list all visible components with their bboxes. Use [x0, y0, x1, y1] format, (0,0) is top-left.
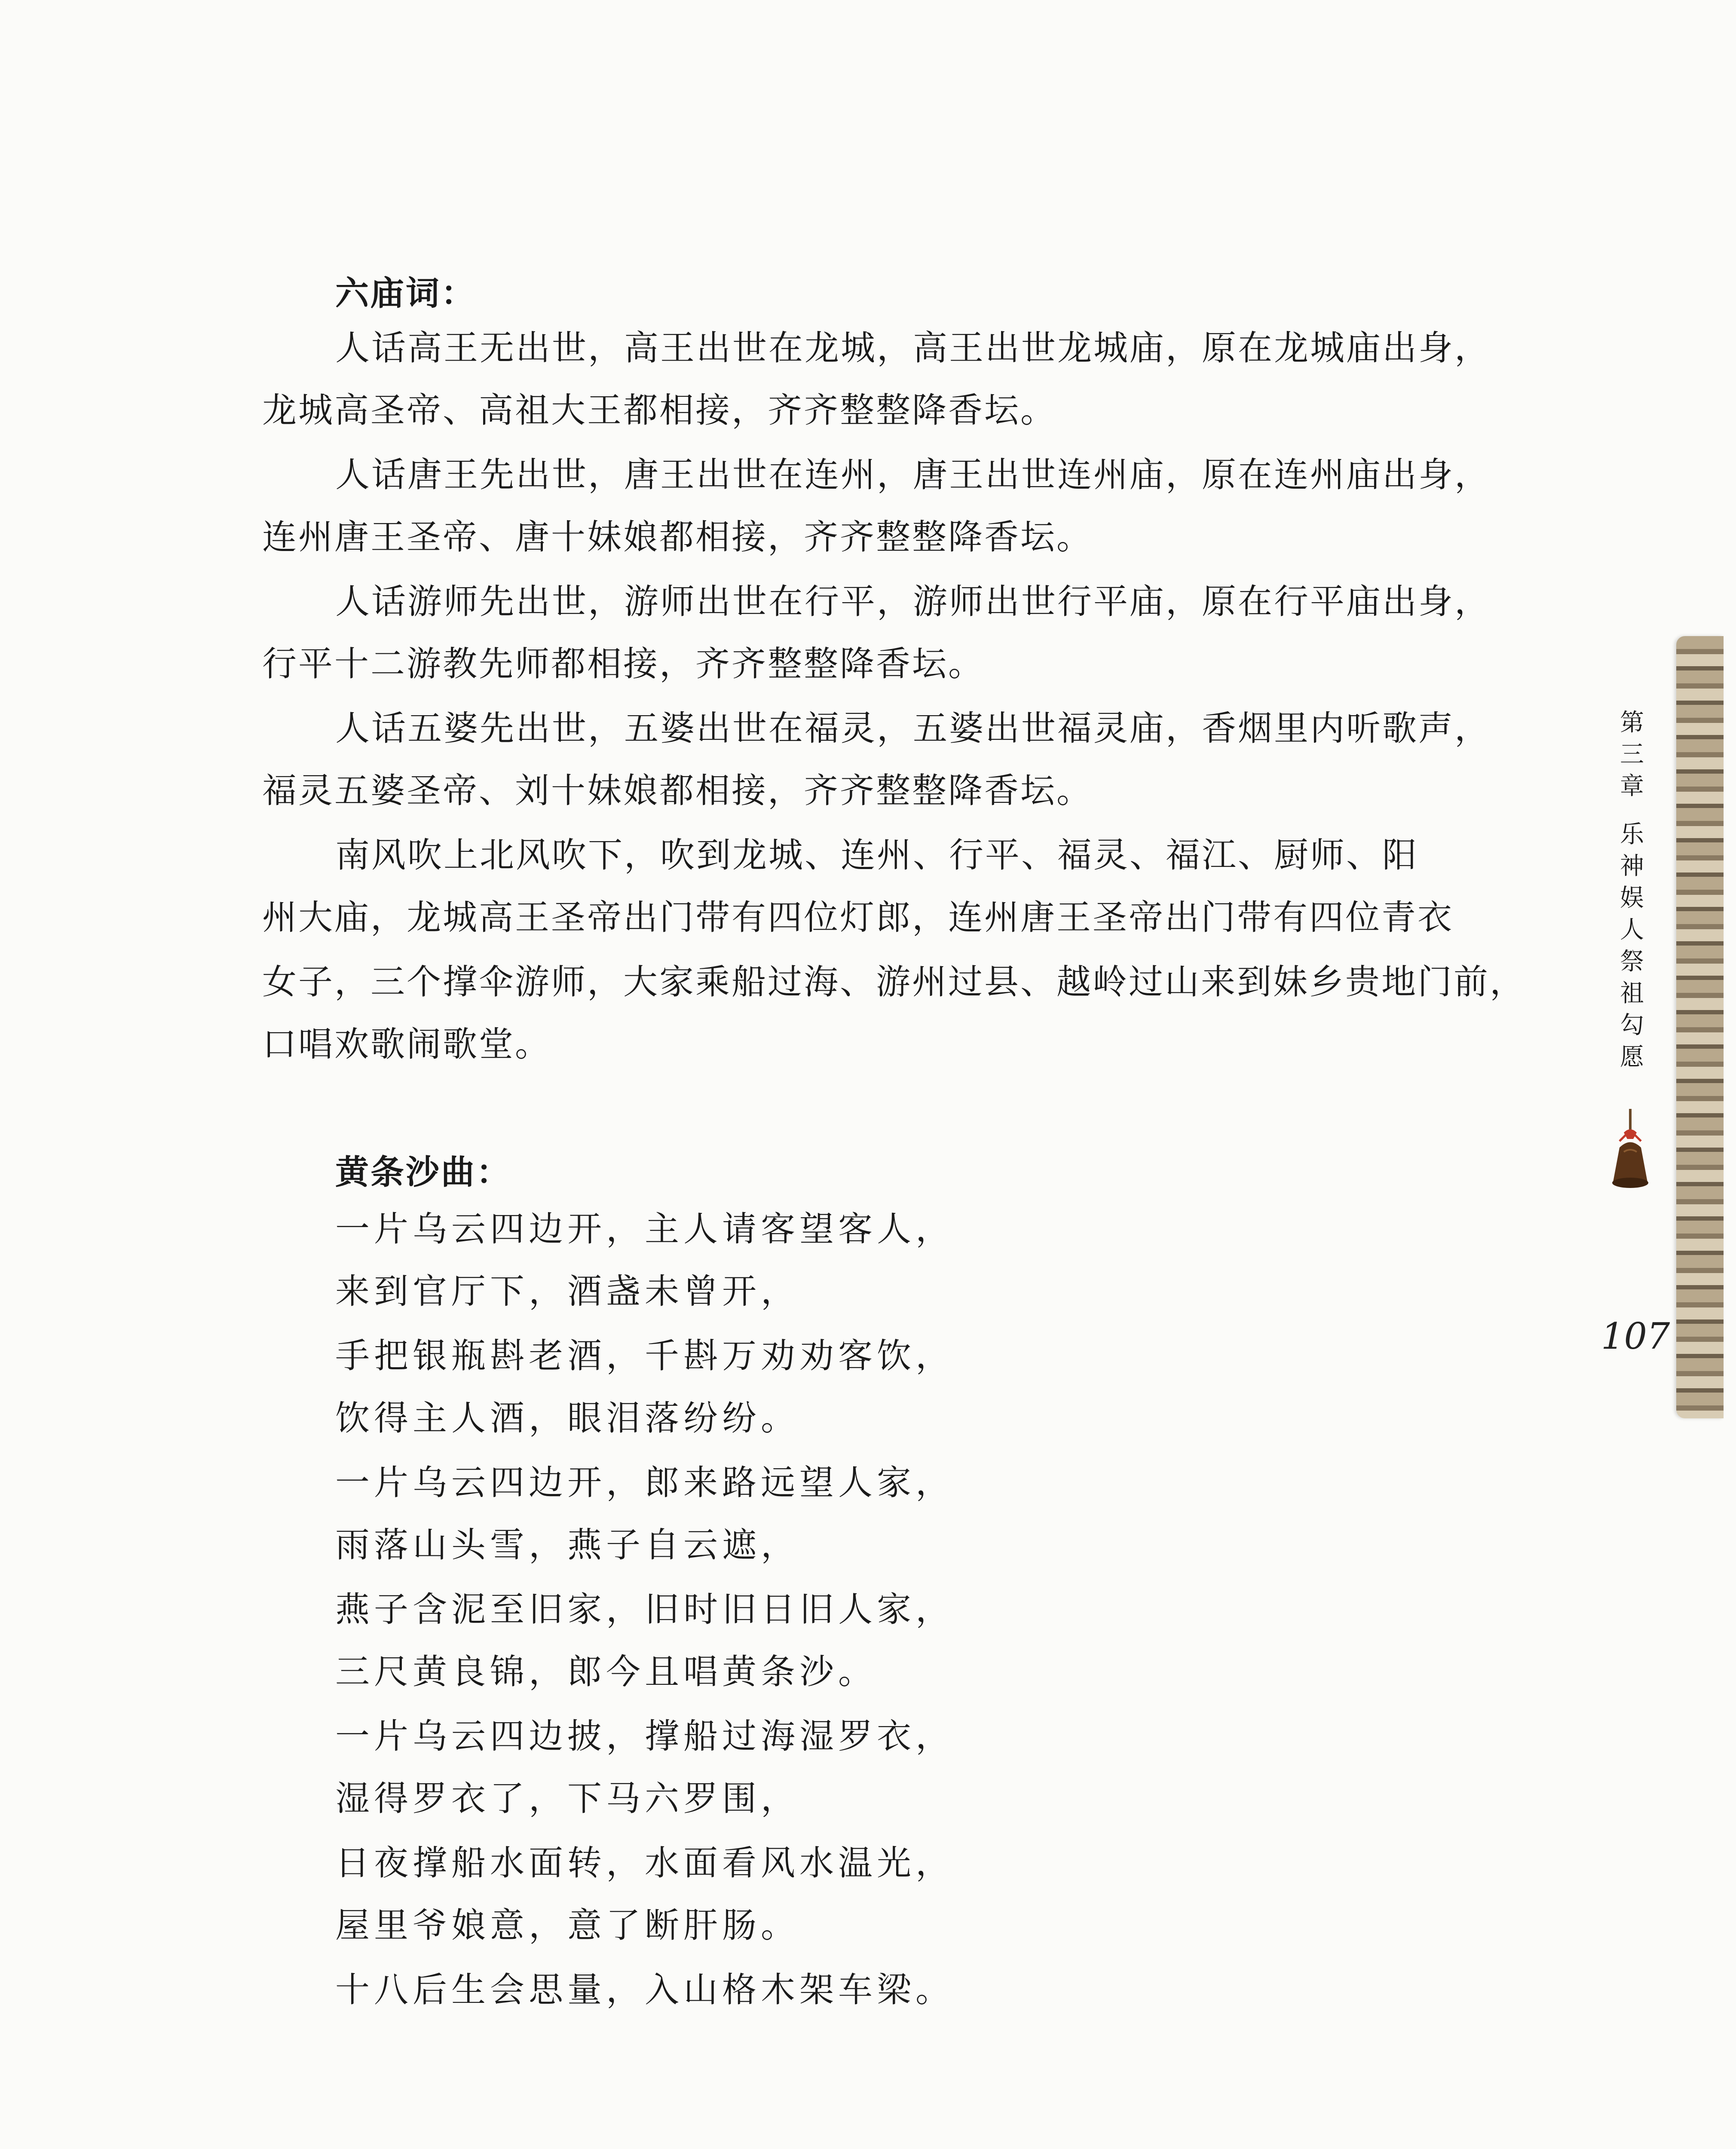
chapter-char: 章: [1620, 772, 1644, 800]
text-line: 人话唐王先出世，唐王出世在连州，唐王出世连州庙，原在连州庙出身，: [335, 455, 1491, 495]
verse-line: 十八后生会思量，入山格木架车梁。: [335, 1970, 954, 2010]
chapter-char: 勾: [1620, 1011, 1644, 1039]
chapter-char: 乐: [1620, 820, 1644, 848]
chapter-number-vertical: [1617, 707, 1647, 802]
verse-line: 湿得罗衣了，下马六罗围，: [335, 1779, 799, 1818]
section-heading-huangtiaosha: 黄条沙曲：: [335, 1153, 512, 1192]
verse-line: 燕子含泥至旧家，旧时旧日旧人家，: [335, 1589, 954, 1629]
text-line: 行平十二游教先师都相接，齐齐整整降香坛。: [262, 644, 984, 684]
text-line: 人话游师先出世，游师出世在行平，游师出世行平庙，原在行平庙出身，: [335, 582, 1491, 621]
text-line: 连州唐王圣帝、唐十妹娘都相接，齐齐整整降香坛。: [262, 517, 1093, 557]
chapter-char: 祖: [1620, 980, 1644, 1007]
text-line: 口唱欢歌闹歌堂。: [262, 1024, 551, 1064]
text-line: 州大庙，龙城高王圣帝出门带有四位灯郎，连州唐王圣帝出门带有四位青衣: [262, 897, 1454, 937]
chapter-char: 愿: [1620, 1043, 1644, 1071]
verse-line: 一片乌云四边披，撑船过海湿罗衣，: [335, 1716, 954, 1756]
verse-line: 一片乌云四边开，郎来路远望人家，: [335, 1463, 954, 1503]
chapter-char: 祭: [1620, 948, 1644, 976]
chapter-title-vertical: [1617, 819, 1647, 1073]
chapter-char: 娱: [1620, 884, 1644, 912]
chapter-char: 第: [1620, 709, 1644, 737]
verse-line: 来到官厅下，酒盏未曾开，: [335, 1271, 799, 1311]
section-heading-liumiaoci: 六庙词：: [335, 274, 477, 313]
chapter-char: 三: [1620, 741, 1644, 768]
chapter-char: 人: [1620, 916, 1644, 944]
verse-line: 雨落山头雪，燕子自云遮，: [335, 1525, 799, 1565]
verse-line: 一片乌云四边开，主人请客望客人，: [335, 1209, 954, 1249]
verse-line: 手把银瓶斟老酒，千斟万劝劝客饮，: [335, 1336, 954, 1376]
text-line: 人话高王无出世，高王出世在龙城，高王出世龙城庙，原在龙城庙出身，: [335, 328, 1491, 368]
verse-line: 日夜撑船水面转，水面看风水温光，: [335, 1843, 954, 1883]
chapter-side-tab: [1676, 636, 1724, 1418]
chapter-char: 神: [1620, 852, 1644, 880]
verse-line: 三尺黄良锦，郎今且唱黄条沙。: [335, 1652, 877, 1692]
text-line: 女子，三个撑伞游师，大家乘船过海、游州过县、越岭过山来到妹乡贵地门前，: [262, 962, 1526, 1002]
text-line: 福灵五婆圣帝、刘十妹娘都相接，齐齐整整降香坛。: [262, 771, 1093, 811]
verse-line: 饮得主人酒，眼泪落纷纷。: [335, 1398, 799, 1438]
text-line: 人话五婆先出世，五婆出世在福灵，五婆出世福灵庙，香烟里内听歌声，: [335, 708, 1491, 748]
bell-icon: [1607, 1109, 1654, 1191]
page-number: 107: [1601, 1315, 1670, 1357]
text-line: 龙城高圣帝、高祖大王都相接，齐齐整整降香坛。: [262, 390, 1056, 430]
verse-line: 屋里爷娘意，意了断肝肠。: [335, 1905, 799, 1945]
text-line: 南风吹上北风吹下，吹到龙城、连州、行平、福灵、福江、厨师、阳: [335, 835, 1418, 875]
